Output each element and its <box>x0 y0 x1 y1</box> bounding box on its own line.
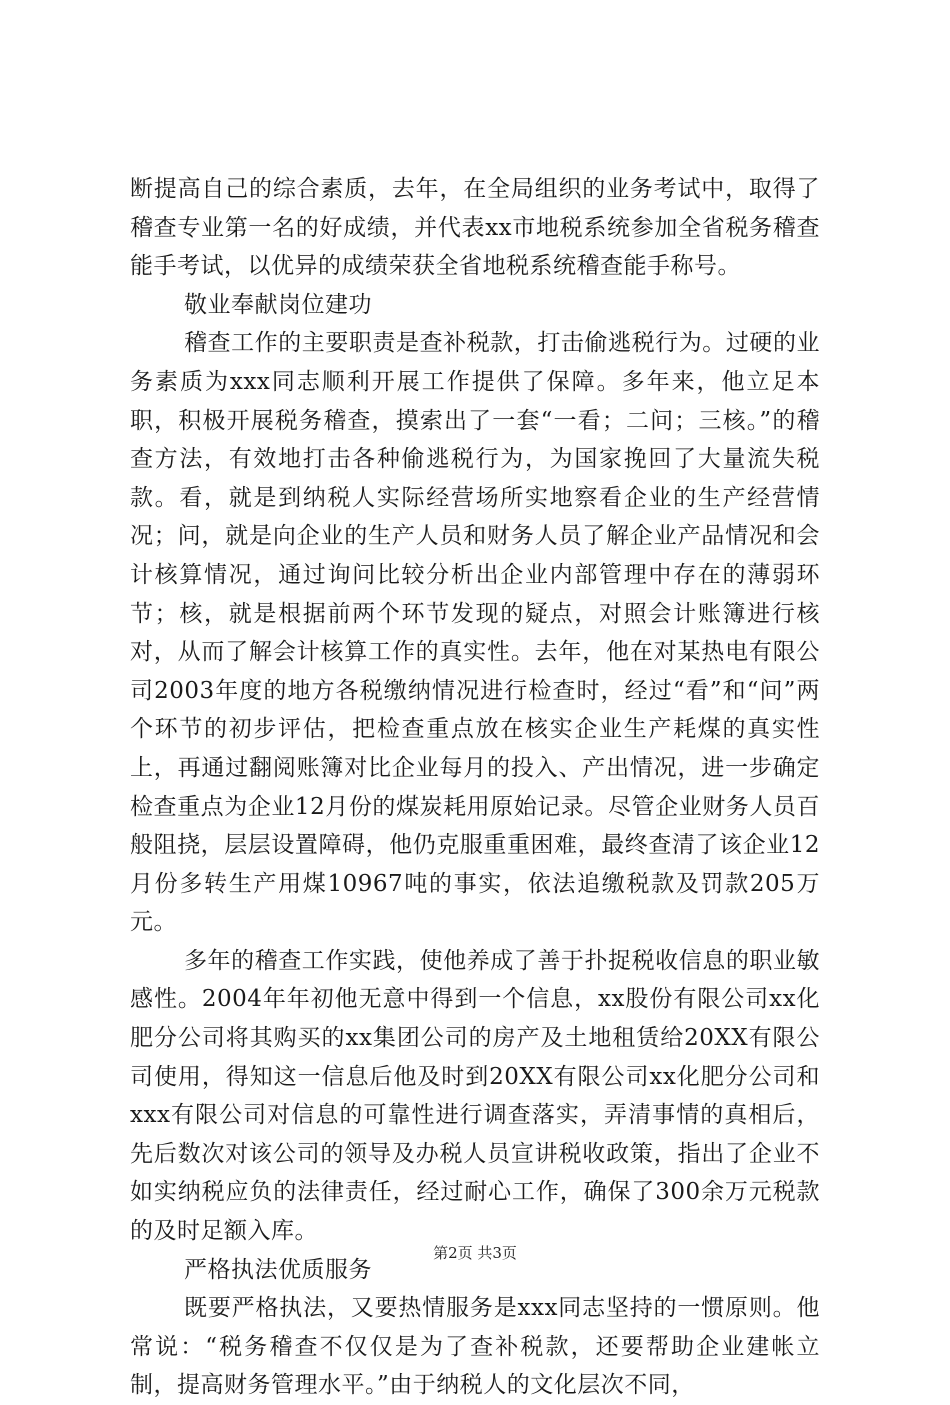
section-heading-strict-enforcement: 严格执法优质服务 <box>184 1256 372 1283</box>
paragraph-tax-info: 多年的稽查工作实践，使他养成了善于扑捉税收信息的职业敏感性。2004年年初他无意中得到一个信息，xx股份有限公司xx化肥分公司将其购买的xx集团公司的房产及土地租赁给20XX有限公司使用，得知这一信息后他及时到20XX有限公司xx化肥分公司和xxx有限公司对信息的可靠性进行调查落实，弄清事情的真相后，先后数次对该公司的领导及办税人员宣讲税收政策，指出了企业不如实纳税应负的法律责任，经过耐心工作，确保了300余万元税款的及时足额入库。 <box>130 947 820 1245</box>
section-heading-dedication: 敬业奉献岗位建功 <box>184 291 372 318</box>
paragraph-intro: 断提高自己的综合素质，去年，在全局组织的业务考试中，取得了稽查专业第一名的好成绩，并代表xx市地税系统参加全省税务稽查能手考试，以优异的成绩荣获全省地税系统稽查能手称号。 <box>130 176 820 280</box>
paragraph-service: 既要严格执法，又要热情服务是xxx同志坚持的一惯原则。他常说：“税务稽查不仅仅是为了查补税款，还要帮助企业建帐立制，提高财务管理水平。”由于纳税人的文化层次不同， <box>130 1295 820 1399</box>
paragraph-audit-method: 稽查工作的主要职责是查补税款，打击偷逃税行为。过硬的业务素质为xxx同志顺利开展工作提供了保障。多年来，他立足本职，积极开展税务稽查，摸索出了一套“一看；二问；三核。”的稽查方法，有效地打击各种偷逃税行为，为国家挽回了大量流失税款。看，就是到纳税人实际经营场所实地察看企业的生产经营情况；问，就是向企业的生产人员和财务人员了解企业产品情况和会计核算情况，通过询问比较分析出企业内部管理中存在的薄弱环节；核，就是根据前两个环节发现的疑点，对照会计账簿进行核对，从而了解会计核算工作的真实性。去年，他在对某热电有限公司2003年度的地方各税缴纳情况进行检查时，经过“看”和“问”两个环节的初步评估，把检查重点放在核实企业生产耗煤的真实性上，再通过翻阅账簿对比企业每月的投入、产出情况，进一步确定检查重点为企业12月份的煤炭耗用原始记录。尽管企业财务人员百般阻挠，层层设置障碍，他仍克服重重困难，最终查清了该企业12月份多转生产用煤10967吨的事实，依法追缴税款及罚款205万元。 <box>130 330 820 936</box>
document-body <box>130 170 820 1405</box>
page-footer: 第2页 共3页 <box>433 1244 517 1262</box>
